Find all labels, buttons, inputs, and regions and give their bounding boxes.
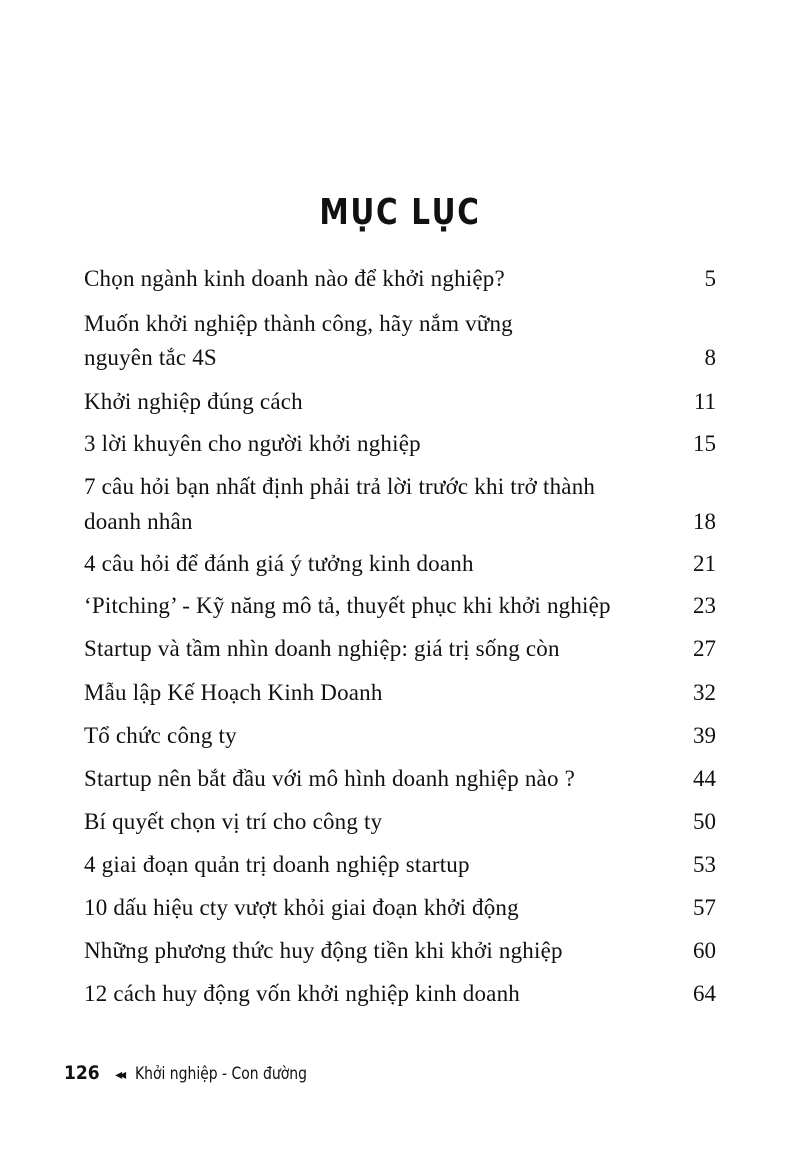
toc-entry-title: 3 lời khuyên cho người khởi nghiệp (84, 431, 421, 456)
toc-entry-page: 23 (693, 593, 716, 618)
toc-entry-page: 15 (693, 431, 716, 456)
footer-book-title: Khởi nghiệp - Con đường (134, 1064, 307, 1084)
toc-entry-title: Muốn khởi nghiệp thành công, hãy nắm vững (84, 311, 513, 336)
double-arrow-left-icon: ◂◂ (115, 1067, 124, 1083)
toc-entry-page: 60 (693, 938, 716, 963)
toc-entry-page: 44 (693, 766, 716, 791)
toc-entry-page: 50 (693, 809, 716, 834)
toc-entry-title: Startup và tầm nhìn doanh nghiệp: giá trị sống còn (84, 636, 560, 661)
toc-entry-page: 39 (693, 723, 716, 748)
toc-entry-title: Những phương thức huy động tiền khi khởi nghiệp (84, 938, 563, 963)
toc-entry-page: 53 (693, 852, 716, 877)
toc-entry-page: 32 (693, 680, 716, 705)
toc-entry-title: Khởi nghiệp đúng cách (84, 389, 303, 414)
toc-entry-title: 10 dấu hiệu cty vượt khỏi giai đoạn khởi động (84, 895, 519, 920)
toc-entry-title: Bí quyết chọn vị trí cho công ty (84, 809, 383, 834)
toc-entry-title: Mẫu lập Kế Hoạch Kinh Doanh (84, 680, 383, 705)
toc-entry-title: Startup nên bắt đầu với mô hình doanh nghiệp nào ? (84, 766, 576, 791)
page-footer (64, 1058, 344, 1088)
toc-entry-title: 4 giai đoạn quản trị doanh nghiệp startup (84, 852, 470, 877)
toc-entry-title: 7 câu hỏi bạn nhất định phải trả lời trước khi trở thành (84, 474, 596, 499)
toc-entry-title-continued: doanh nhân (84, 509, 193, 534)
toc-entry-page: 18 (693, 509, 716, 534)
toc-entry-title: Tổ chức công ty (84, 723, 237, 748)
page-title: MỤC LỤC (319, 192, 481, 233)
toc-entry-title: ‘Pitching’ - Kỹ năng mô tả, thuyết phục khi khởi nghiệp (84, 593, 611, 618)
toc-entry-title-continued: nguyên tắc 4S (84, 345, 217, 370)
toc-entry-page: 27 (693, 636, 716, 661)
toc-entry-title: 12 cách huy động vốn khởi nghiệp kinh doanh (84, 981, 520, 1006)
toc-entry-page: 64 (693, 981, 716, 1006)
toc-entry-page: 21 (693, 551, 716, 576)
toc-entry-title: 4 câu hỏi để đánh giá ý tưởng kinh doanh (84, 551, 474, 576)
toc-entry-page: 57 (693, 895, 716, 920)
toc-entry-page: 5 (704, 266, 716, 291)
toc-entry-page: 11 (693, 389, 716, 414)
footer-page-number: 126 (64, 1062, 100, 1084)
toc-entry-title: Chọn ngành kinh doanh nào để khởi nghiệp? (84, 266, 505, 291)
toc-entry-page: 8 (704, 345, 716, 370)
